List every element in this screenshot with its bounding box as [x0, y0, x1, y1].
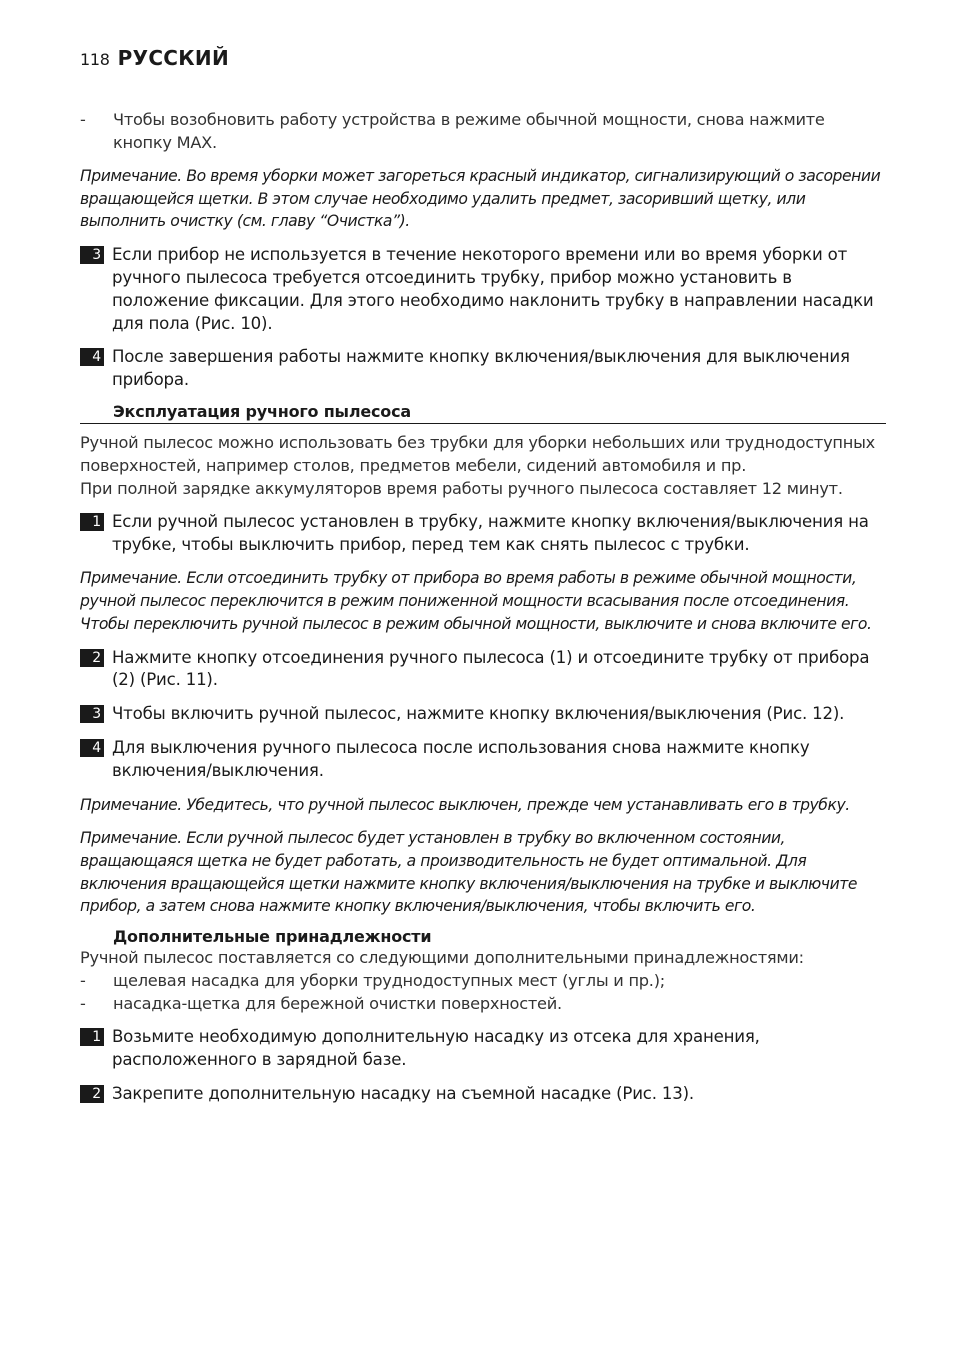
dash-mark: -: [80, 971, 86, 991]
intro-bullet: [80, 108, 886, 154]
page-header: [80, 46, 229, 70]
step-text: Чтобы включить ручной пылесос, нажмите кнопку включения/выключения (Рис. 12).: [112, 704, 845, 724]
page-content: [80, 108, 886, 1105]
step-number-badge: 2: [80, 1085, 104, 1103]
dash-mark: -: [80, 994, 86, 1014]
step-item: [80, 1026, 886, 1072]
step-item: [80, 703, 886, 726]
note-rotating-brush: Примечание. Если ручной пылесос будет установлен в трубку во включенном состоянии, вращающаяся щетка не будет работать, а производительность не будет оптимальной. Для включения вращающейся щетки нажмите кнопку включения/выключения на трубке и выключите прибор, а затем снова нажмите кнопку включения/выключения, чтобы включить его.: [80, 829, 858, 916]
section-heading-accessories: Дополнительные принадлежности: [113, 927, 432, 947]
section1-paragraph-runtime: При полной зарядке аккумуляторов время работы ручного пылесоса составляет 12 минут.: [80, 478, 843, 498]
accessories-intro: Ручной пылесос поставляется со следующими дополнительными принадлежностями:: [80, 948, 804, 968]
accessory-text: насадка-щетка для бережной очистки поверхностей.: [113, 994, 562, 1014]
note-switch-off-before-insert: Примечание. Убедитесь, что ручной пылесос выключен, прежде чем устанавливать его в трубку.: [80, 795, 850, 814]
accessory-bullet: [80, 992, 886, 1015]
note-brush-clog: Примечание. Во время уборки может загореться красный индикатор, сигнализирующий о засорении вращающейся щетки. В этом случае необходимо удалить предмет, засоривший щетку, или выполнить очистку (см. главу “Очистка”).: [80, 167, 881, 231]
dash-mark: -: [80, 110, 86, 129]
step-text: Для выключения ручного пылесоса после использования снова нажмите кнопку включения/выключения.: [112, 737, 810, 780]
intro-bullet-text: Чтобы возобновить работу устройства в режиме обычной мощности, снова нажмите кнопку MAX.: [113, 110, 825, 152]
step-number-badge: 1: [80, 1028, 104, 1046]
page-number: 118: [80, 50, 110, 69]
step-number-badge: 4: [80, 739, 104, 757]
step-text: Возьмите необходимую дополнительную насадку из отсека для хранения, расположенного в зарядной базе.: [112, 1027, 760, 1069]
step-number-badge: 3: [80, 705, 104, 723]
step-item: [80, 346, 886, 392]
step-text: После завершения работы нажмите кнопку включения/выключения для выключения прибора.: [112, 347, 850, 390]
step-text: Если ручной пылесос установлен в трубку, нажмите кнопку включения/выключения на трубке, чтобы выключить прибор, перед тем как снять пылесос с трубки.: [112, 511, 869, 554]
step-text: Если прибор не используется в течение некоторого времени или во время уборки от ручного пылесоса требуется отсоединить трубку, прибор можно установить в положение фиксации. Для этого необходимо наклонить трубку в направлении насадки для пола (Рис. 10).: [112, 245, 874, 333]
step-number-badge: 3: [80, 246, 104, 264]
note-detach-tube: Примечание. Если отсоединить трубку от прибора во время работы в режиме обычной мощности, ручной пылесос переключится в режим пониженной мощности всасывания после отсоединения. Чтобы переключить ручной пылесос в режим обычной мощности, выключите и снова включите его.: [80, 569, 872, 633]
step-item: [80, 1083, 886, 1106]
accessory-text: щелевая насадка для уборки труднодоступных мест (углы и пр.);: [113, 971, 665, 991]
step-item: [80, 511, 886, 557]
step-item: [80, 737, 886, 783]
section1-paragraph: Ручной пылесос можно использовать без трубки для уборки небольших или труднодоступных поверхностей, например столов, предметов мебели, сидений автомобиля и пр.: [80, 432, 875, 475]
step-number-badge: 1: [80, 513, 104, 531]
accessory-bullet: [80, 969, 886, 992]
section-heading-handheld: Эксплуатация ручного пылесоса: [80, 402, 886, 424]
step-text: Закрепите дополнительную насадку на съемной насадке (Рис. 13).: [112, 1083, 694, 1103]
step-item: [80, 244, 886, 335]
step-item: [80, 647, 886, 693]
language-heading: РУССКИЙ: [117, 46, 229, 70]
step-number-badge: 4: [80, 348, 104, 366]
step-number-badge: 2: [80, 649, 104, 667]
step-text: Нажмите кнопку отсоединения ручного пылесоса (1) и отсоедините трубку от прибора (2) (Рис. 11).: [112, 647, 870, 690]
